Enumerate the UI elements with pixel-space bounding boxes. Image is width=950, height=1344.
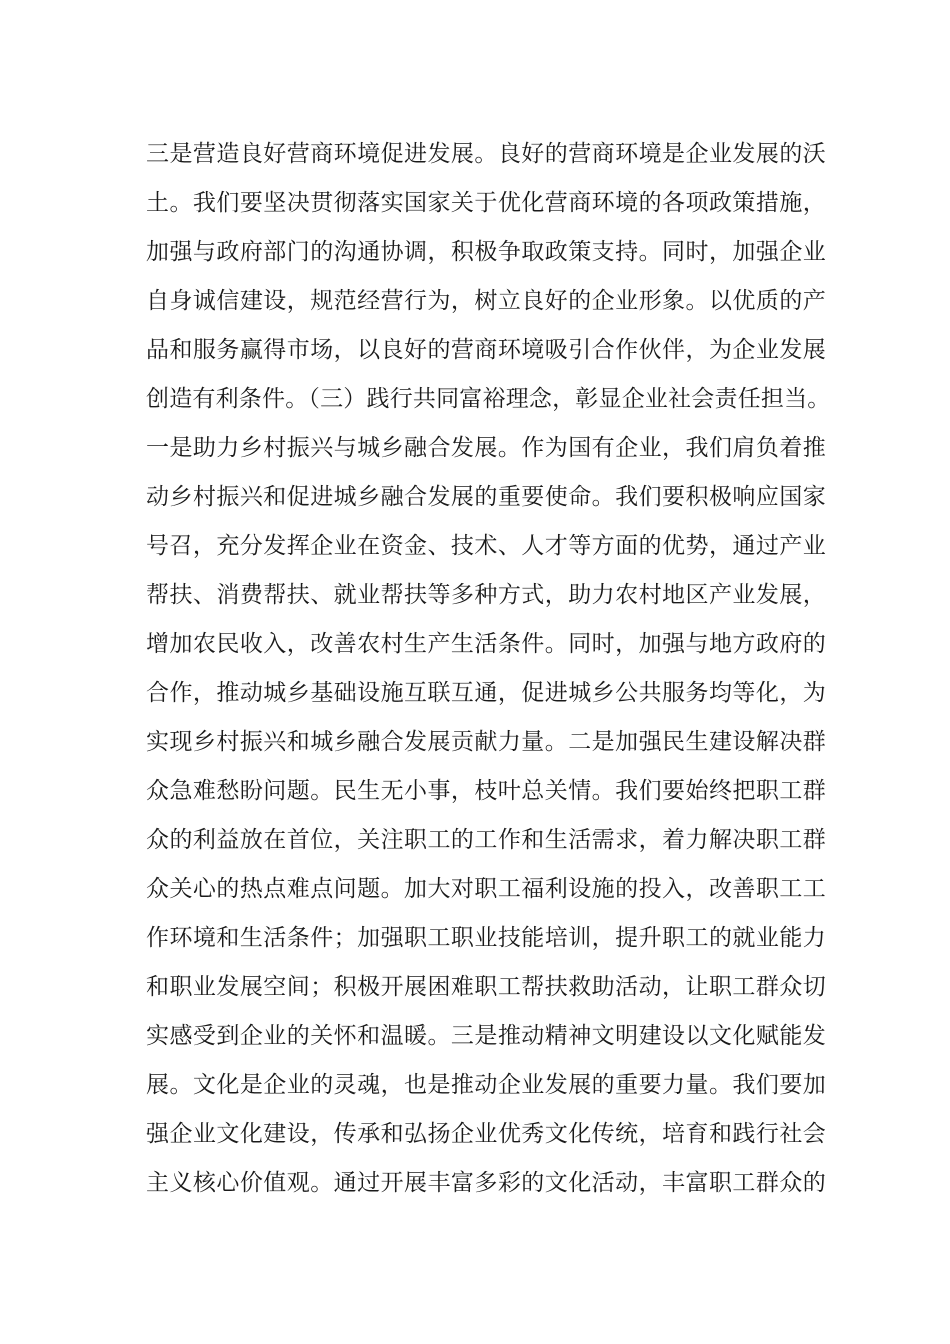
text-line: 号召，充分发挥企业在资金、技术、人才等方面的优势，通过产业 [146,533,826,559]
text-line: 实感受到企业的关怀和温暖。三是推动精神文明建设以文化赋能发 [146,1023,826,1049]
text-line: 强企业文化建设，传承和弘扬企业优秀文化传统，培育和践行社会 [146,1121,826,1147]
text-line: 创造有利条件。（三）践行共同富裕理念，彰显企业社会责任担当。 [146,386,831,412]
body-text [146,130,831,1208]
text-line: 一是助力乡村振兴与城乡融合发展。作为国有企业，我们肩负着推 [146,435,826,461]
text-line: 自身诚信建设，规范经营行为，树立良好的企业形象。以优质的产 [146,288,826,314]
text-line: 实现乡村振兴和城乡融合发展贡献力量。二是加强民生建设解决群 [146,729,826,755]
text-line: 加强与政府部门的沟通协调，积极争取政策支持。同时，加强企业 [146,239,826,265]
text-line: 众关心的热点难点问题。加大对职工福利设施的投入，改善职工工 [146,876,826,902]
text-line: 帮扶、消费帮扶、就业帮扶等多种方式，助力农村地区产业发展， [146,582,826,608]
text-line: 作环境和生活条件；加强职工职业技能培训，提升职工的就业能力 [146,925,826,951]
text-line: 展。文化是企业的灵魂，也是推动企业发展的重要力量。我们要加 [146,1072,826,1098]
text-line: 众急难愁盼问题。民生无小事，枝叶总关情。我们要始终把职工群 [146,778,826,804]
text-line: 三是营造良好营商环境促进发展。良好的营商环境是企业发展的沃 [146,141,826,167]
text-line: 动乡村振兴和促进城乡融合发展的重要使命。我们要积极响应国家 [146,484,826,510]
text-line: 增加农民收入，改善农村生产生活条件。同时，加强与地方政府的 [146,631,826,657]
text-line: 合作，推动城乡基础设施互联互通，促进城乡公共服务均等化，为 [146,680,826,706]
text-line: 土。我们要坚决贯彻落实国家关于优化营商环境的各项政策措施， [146,190,826,216]
text-line: 主义核心价值观。通过开展丰富多彩的文化活动，丰富职工群众的 [146,1170,826,1196]
text-line: 众的利益放在首位，关注职工的工作和生活需求，着力解决职工群 [146,827,826,853]
text-line: 和职业发展空间；积极开展困难职工帮扶救助活动，让职工群众切 [146,974,826,1000]
text-line: 品和服务赢得市场，以良好的营商环境吸引合作伙伴，为企业发展 [146,337,826,363]
